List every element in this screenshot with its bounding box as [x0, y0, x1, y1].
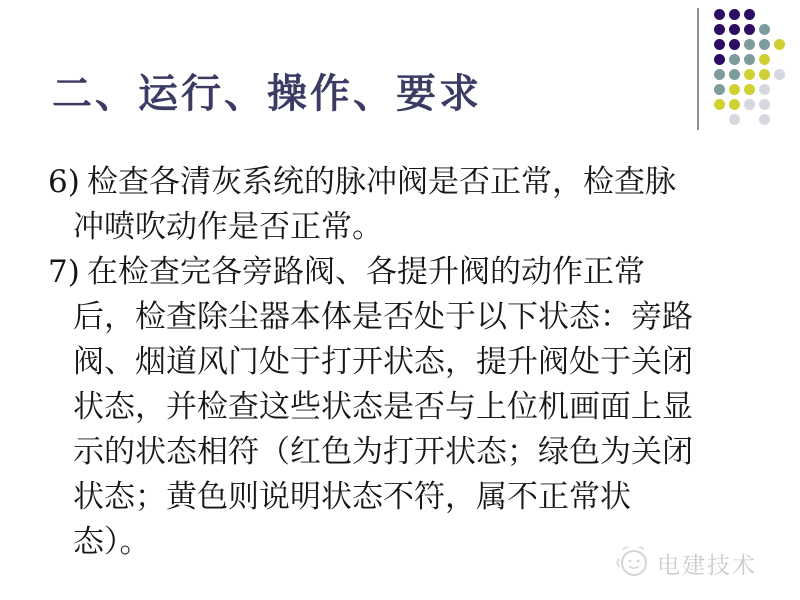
- text-line: 后，检查除尘器本体是否处于以下状态：旁路: [73, 299, 693, 335]
- item-marker: 7): [48, 254, 80, 290]
- decorative-dot: [772, 37, 787, 52]
- smiley-face-logo-icon: [614, 543, 652, 583]
- dot-spacer: [772, 82, 787, 97]
- decorative-dot: [772, 67, 787, 82]
- decorative-dot: [742, 22, 757, 37]
- decorative-dot: [727, 52, 742, 67]
- text-line: 示的状态相符（红色为打开状态；绿色为关闭: [73, 434, 693, 470]
- decorative-dot: [712, 7, 727, 22]
- dot-spacer: [742, 112, 757, 127]
- dot-spacer: [772, 97, 787, 112]
- decorative-dot: [712, 97, 727, 112]
- decorative-dot: [712, 37, 727, 52]
- decorative-dot: [757, 37, 772, 52]
- slide-title: 二、运行、操作、要求: [52, 70, 482, 117]
- text-line: 态）。: [73, 524, 151, 560]
- list-item-7: [48, 250, 768, 565]
- decorative-dot: [742, 52, 757, 67]
- vertical-rule: [697, 8, 699, 130]
- decorative-dot: [712, 52, 727, 67]
- item-marker: 6): [48, 164, 80, 200]
- dot-spacer: [772, 7, 787, 22]
- decorative-dot: [727, 97, 742, 112]
- dot-grid: [712, 7, 787, 127]
- dot-spacer: [772, 22, 787, 37]
- text-line: 状态；黄色则说明状态不符，属不正常状: [73, 479, 631, 515]
- watermark: [614, 543, 757, 583]
- decorative-dot: [712, 82, 727, 97]
- decorative-dot: [727, 22, 742, 37]
- text-line: 状态，并检查这些状态是否与上位机画面上显: [73, 389, 693, 425]
- dot-grid-decoration: [690, 0, 800, 140]
- decorative-dot: [757, 52, 772, 67]
- decorative-dot: [727, 82, 742, 97]
- watermark-text: 电建技术: [657, 552, 757, 579]
- decorative-dot: [742, 67, 757, 82]
- decorative-dot: [712, 67, 727, 82]
- dot-spacer: [772, 52, 787, 67]
- decorative-dot: [727, 67, 742, 82]
- decorative-dot: [727, 112, 742, 127]
- list-item-6: [48, 160, 768, 250]
- decorative-dot: [712, 22, 727, 37]
- text-line: 在检查完各旁路阀、各提升阀的动作正常: [87, 254, 645, 290]
- decorative-dot: [742, 97, 757, 112]
- decorative-dot: [727, 37, 742, 52]
- dot-spacer: [712, 112, 727, 127]
- dot-spacer: [772, 112, 787, 127]
- decorative-dot: [727, 7, 742, 22]
- decorative-dot: [757, 82, 772, 97]
- text-line: 阀、烟道风门处于打开状态，提升阀处于关闭: [73, 344, 693, 380]
- decorative-dot: [742, 7, 757, 22]
- text-line: 冲喷吹动作是否正常。: [73, 209, 383, 245]
- text-line: 检查各清灰系统的脉冲阀是否正常，检查脉: [87, 164, 676, 200]
- decorative-dot: [757, 22, 772, 37]
- decorative-dot: [757, 97, 772, 112]
- dot-spacer: [757, 7, 772, 22]
- decorative-dot: [742, 37, 757, 52]
- decorative-dot: [742, 82, 757, 97]
- slide-body: [48, 160, 768, 565]
- decorative-dot: [757, 112, 772, 127]
- decorative-dot: [757, 67, 772, 82]
